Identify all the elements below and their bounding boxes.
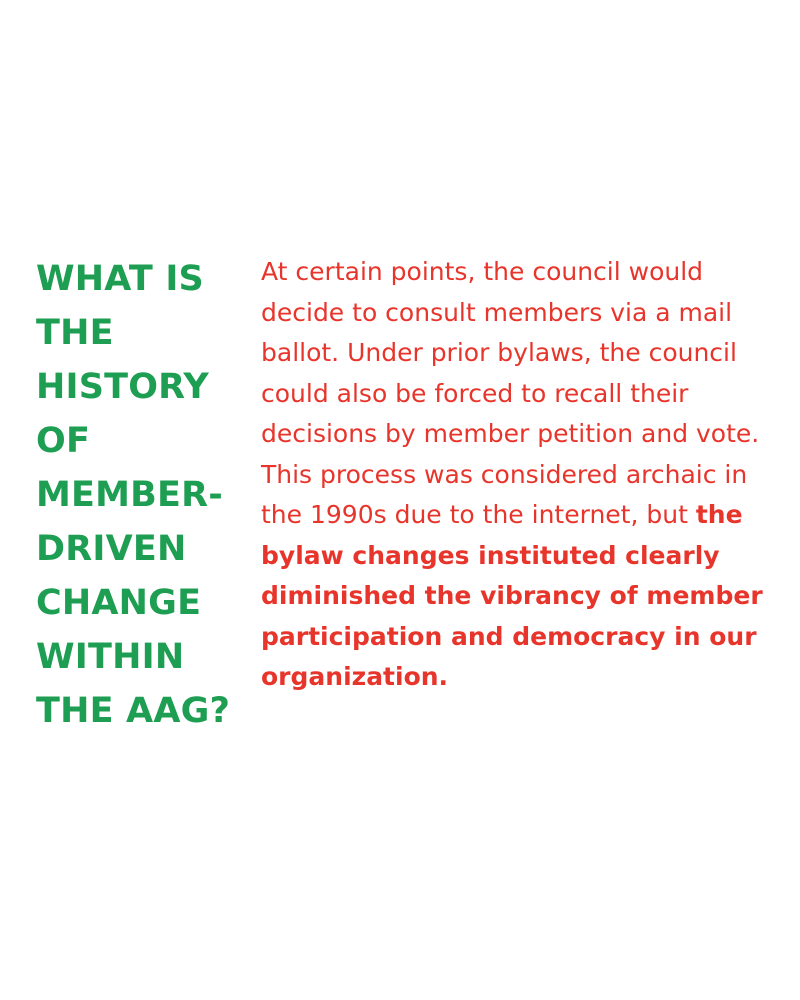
slide-content bbox=[36, 252, 766, 738]
body-text-emphasis: the bylaw changes instituted clearly diminished the vibrancy of member participation and democracy in our organization. bbox=[261, 500, 763, 691]
body-paragraph bbox=[261, 252, 766, 698]
body-text-normal: At certain points, the council would decide to consult members via a mail ballot. Under prior bylaws, the council could also be forced to recall their decisions by member petition and vote. This process was considered archaic in the 1990s due to the internet, but bbox=[261, 257, 760, 529]
body-column bbox=[261, 252, 766, 698]
page-title: WHAT IS THE HISTORY OF MEMBER-DRIVEN CHANGE WITHIN THE AAG? bbox=[36, 259, 231, 731]
